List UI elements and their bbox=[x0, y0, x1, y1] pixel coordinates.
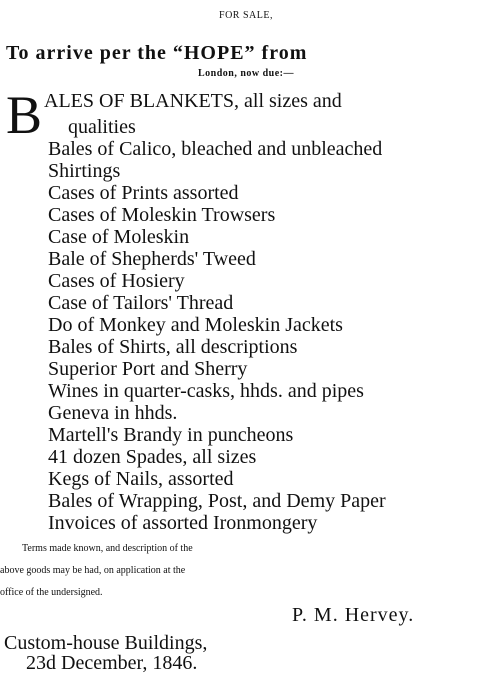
address: Custom-house Buildings, bbox=[4, 632, 208, 654]
signature: P. M. Hervey. bbox=[292, 604, 415, 626]
list-item: Case of Tailors' Thread bbox=[48, 292, 234, 314]
list-item: Superior Port and Sherry bbox=[48, 358, 248, 380]
list-item: Cases of Hosiery bbox=[48, 270, 185, 292]
ad-subtitle-line-1: To arrive per the “HOPE” from bbox=[6, 42, 308, 64]
list-item: Cases of Prints assorted bbox=[48, 182, 239, 204]
list-item: Bales of Wrapping, Post, and Demy Paper bbox=[48, 490, 386, 512]
list-item: Case of Moleskin bbox=[48, 226, 190, 248]
first-item: ALES OF BLANKETS, all sizes and bbox=[44, 90, 342, 112]
terms-line-3: office of the undersigned. bbox=[0, 587, 103, 598]
list-item: Shirtings bbox=[48, 160, 121, 182]
list-item: Do of Monkey and Moleskin Jackets bbox=[48, 314, 343, 336]
list-item: Invoices of assorted Ironmongery bbox=[48, 512, 318, 534]
date: 23d December, 1846. bbox=[26, 652, 198, 674]
terms-line-1: Terms made known, and description of the bbox=[22, 543, 193, 554]
ad-subtitle-line-2: London, now due:— bbox=[197, 68, 295, 79]
terms-line-2: above goods may be had, on application at the bbox=[0, 565, 186, 576]
list-item: Geneva in hhds. bbox=[48, 402, 178, 424]
list-item: Kegs of Nails, assorted bbox=[48, 468, 234, 490]
list-item: Martell's Brandy in puncheons bbox=[48, 424, 294, 446]
list-item: Wines in quarter-casks, hhds. and pipes bbox=[48, 380, 364, 402]
list-item: Cases of Moleskin Trowsers bbox=[48, 204, 276, 226]
ad-title: FOR SALE, bbox=[219, 10, 273, 21]
first-item-continuation: qualities bbox=[68, 116, 136, 138]
list-item: Bales of Shirts, all descriptions bbox=[48, 336, 298, 358]
list-item: Bale of Shepherds' Tweed bbox=[48, 248, 256, 270]
list-item: Bales of Calico, bleached and unbleached bbox=[48, 138, 383, 160]
drop-cap: B bbox=[6, 85, 43, 145]
list-item: 41 dozen Spades, all sizes bbox=[48, 446, 257, 468]
